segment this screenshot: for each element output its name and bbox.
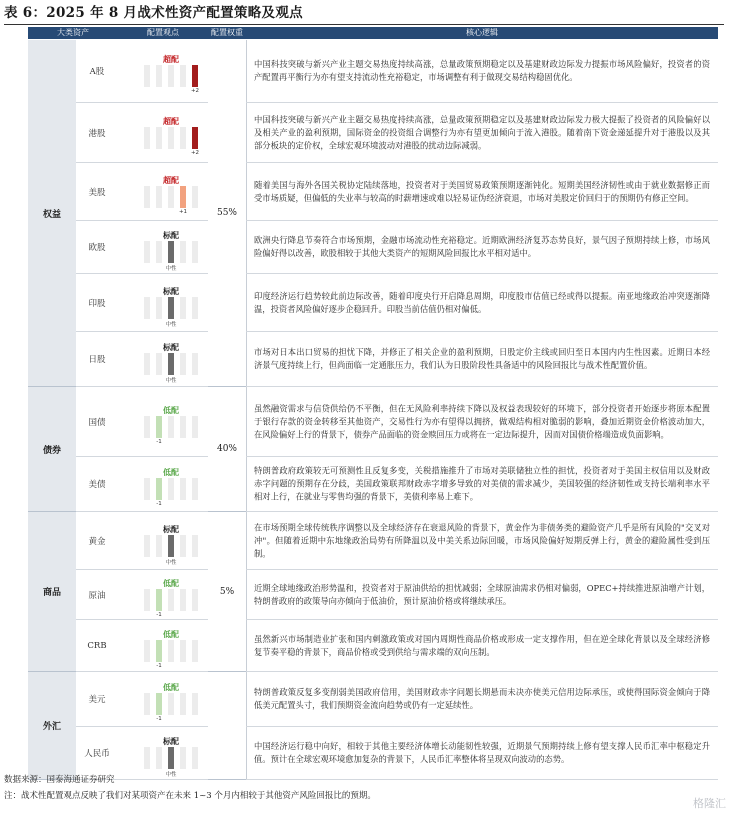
asset-name: A股 bbox=[76, 40, 118, 103]
view-bar bbox=[192, 297, 198, 319]
view-bar bbox=[192, 416, 198, 438]
header-view: 配置观点 bbox=[118, 27, 208, 39]
view-bar bbox=[144, 353, 150, 375]
view-scale-label: +2 bbox=[190, 88, 200, 94]
asset-name: 欧股 bbox=[76, 221, 118, 274]
view-scale-label: -1 bbox=[156, 612, 162, 618]
view-cell bbox=[118, 620, 208, 672]
asset-name: 美股 bbox=[76, 163, 118, 221]
view-cell bbox=[118, 672, 208, 727]
view-scale-label: -1 bbox=[156, 501, 162, 507]
view-bar bbox=[144, 127, 150, 149]
logic-text: 市场对日本出口贸易的担忧下降，并修正了相关企业的盈利预期，日股定价主线或回归至日本国内内生性因素。近期日本经济景气度持续上行，但尚面临一定通胀压力，我们认为日股阶段性具备适中的风险回报比与战术性配置价值。 bbox=[254, 347, 710, 370]
weight-value: 55% bbox=[216, 208, 237, 218]
logic-text: 在市场预期全球传统秩序调整以及全球经济存在衰退风险的背景下，黄金作为非债务类的避险资产几乎是所有风险的"交叉对冲"。但随着近期中东地缘政治局势有所降温以及中美关系边际回暖，市场风险偏好短期反弹上行，黄金的避险属性受到压制。 bbox=[254, 522, 710, 558]
view-bar bbox=[180, 416, 186, 438]
view-cell bbox=[118, 40, 208, 103]
view-bar-chart bbox=[140, 241, 202, 272]
logic-text: 随着美国与海外各国关税协定陆续落地，投资者对于美国贸易政策预期逐渐钝化。短期美国经济韧性或由于就业数据修正而受市场质疑，但偏低的失业率与较高的时薪增速或难以轻易证伪经济衰退，市场对美股定价回归于的预期仍有修正空间。 bbox=[254, 179, 710, 203]
view-bar bbox=[192, 127, 198, 149]
view-bar bbox=[168, 693, 174, 715]
view-bar bbox=[168, 478, 174, 500]
view-bar bbox=[144, 416, 150, 438]
view-bar bbox=[180, 353, 186, 375]
view-bar bbox=[168, 127, 174, 149]
view-bar bbox=[192, 65, 198, 87]
view-bar bbox=[144, 640, 150, 662]
category-label: 权益 bbox=[42, 209, 61, 220]
view-cell bbox=[118, 221, 208, 274]
view-bar bbox=[156, 416, 162, 438]
view-cell bbox=[118, 570, 208, 620]
weight-cell bbox=[208, 672, 247, 780]
view-bar bbox=[168, 297, 174, 319]
logic-text: 特朗普政策反复多变削弱美国政府信用，美国财政赤字问题长期悬而未决亦使美元信用边际承压，或使得国际资金倾向于降低美元配置头寸，我们预期资金流向趋势或仍有一定延续性。 bbox=[254, 687, 710, 710]
view-scale-label: 中性 bbox=[165, 772, 177, 778]
view-bar bbox=[180, 693, 186, 715]
logic-text: 中国经济运行稳中向好，相较于其他主要经济体增长动能韧性较强，近期景气预期持续上修有望支撑人民币汇率中枢稳定升值。预计在全球宏观环境愈加复杂的背景下，人民币汇率整体将呈现双向波动的态势。 bbox=[254, 741, 710, 764]
logic-cell bbox=[246, 570, 718, 620]
view-bar bbox=[144, 297, 150, 319]
logic-text: 欧洲央行降息节奏符合市场预期，金融市场流动性充裕稳定。近期欧洲经济复苏态势良好，景气因子预期持续上修，市场风险偏好得以改善，欧股相较于其他大类资产的短期风险回报比水平相对适中。 bbox=[254, 235, 710, 258]
logic-cell bbox=[246, 672, 718, 727]
view-bar bbox=[180, 297, 186, 319]
logic-text: 特朗普政府政策较无可预测性且反复多变，关税措施推升了市场对美联储独立性的担忧，投资者对于美国主权信用以及财政赤字问题的预期存在分歧，美国政策联邦财政赤字增多导致的对美债的需求减少，美国较强的经济韧性或支持长端利率水平相对上行，在就业与零售均强的背景下，美债利率易上难下。 bbox=[254, 465, 710, 502]
view-cell bbox=[118, 163, 208, 221]
logic-cell bbox=[246, 387, 718, 457]
view-bar bbox=[180, 589, 186, 611]
logic-text: 中国科技突破与新兴产业主题交易热度持续高涨，总量政策预期稳定以及基建财政边际发力极大提振了投资者的风险偏好以及相关产业的盈利预期，国际资金的投资组合调整行为亦有望更加倾向于流入港股。随着南下资金递延提升对于港股以及其部分板块的定价权，全球宏观环境波动对港股的扰动边际减弱。 bbox=[254, 114, 710, 150]
header-category: 大类资产 bbox=[28, 27, 118, 39]
logic-cell bbox=[246, 332, 718, 387]
view-bar bbox=[168, 589, 174, 611]
logic-text: 中国科技突破与新兴产业主题交易热度持续高涨，总量政策预期稳定以及基建财政边际发力提振市场风险偏好，投资者的资产配置再平衡行为亦有望支持流动性充裕稳定，市场调整有利于做现交易结构稳固优化。 bbox=[254, 59, 710, 82]
view-bar bbox=[192, 186, 198, 208]
view-bar-chart bbox=[140, 589, 202, 618]
view-bar bbox=[144, 241, 150, 263]
view-scale-label: 中性 bbox=[165, 322, 177, 328]
asset-name: CRB bbox=[76, 620, 118, 672]
view-bar bbox=[144, 693, 150, 715]
weight-value: 5% bbox=[219, 586, 235, 597]
footnote: 注：战术性配置观点反映了我们对某项资产在未来 1~3 个月内相较于其他资产风险回报比的预期。 bbox=[4, 791, 376, 801]
view-label: 标配 bbox=[163, 737, 179, 746]
view-bar-chart bbox=[140, 353, 202, 384]
asset-name: 美元 bbox=[76, 672, 118, 727]
view-bar bbox=[156, 65, 162, 87]
view-cell bbox=[118, 274, 208, 332]
category-label: 商品 bbox=[42, 588, 61, 598]
view-label: 标配 bbox=[163, 287, 179, 296]
view-scale-label: -1 bbox=[156, 716, 162, 722]
watermark: 格隆汇 bbox=[693, 797, 726, 810]
view-bar-chart bbox=[140, 535, 202, 566]
view-bar bbox=[168, 186, 174, 208]
view-bar bbox=[144, 535, 150, 557]
asset-name: 印股 bbox=[76, 274, 118, 332]
view-bar bbox=[156, 186, 162, 208]
view-scale-label: +1 bbox=[178, 209, 188, 215]
category-cell bbox=[28, 672, 76, 780]
view-bar-chart bbox=[140, 127, 202, 156]
view-bar-chart bbox=[140, 186, 202, 215]
view-bar bbox=[180, 241, 186, 263]
source-note: 数据来源：国泰海通证券研究 bbox=[4, 775, 115, 785]
view-bar bbox=[192, 535, 198, 557]
view-label: 低配 bbox=[163, 406, 179, 415]
asset-name: 日股 bbox=[76, 332, 118, 387]
view-bar bbox=[168, 640, 174, 662]
category-cell bbox=[28, 387, 76, 512]
view-bar bbox=[168, 747, 174, 769]
logic-text: 虽然新兴市场制造业扩张和国内刺激政策或对国内周期性商品价格或形成一定支撑作用，但在逆全球化背景以及全球经济修复节奏平稳的背景下，商品价格或受到供给与需求端的双向压制。 bbox=[254, 633, 710, 657]
view-bar bbox=[192, 640, 198, 662]
logic-cell bbox=[246, 727, 718, 780]
view-bar bbox=[168, 535, 174, 557]
view-bar-chart bbox=[140, 65, 202, 94]
view-bar bbox=[180, 478, 186, 500]
logic-text: 近期全球地缘政治形势温和，投资者对于原油供给的担忧减弱；全球原油需求仍相对偏弱，OPEC+持续推进原油增产计划，特朗普政府的政策导向亦倾向于低油价，预计原油价格或将继续承压。 bbox=[254, 582, 710, 606]
category-label: 债券 bbox=[42, 445, 61, 456]
view-bar-chart bbox=[140, 693, 202, 722]
view-bar bbox=[156, 693, 162, 715]
table-title: 表 6：2025 年 8 月战术性资产配置策略及观点 bbox=[4, 4, 724, 25]
view-bar bbox=[168, 416, 174, 438]
view-bar bbox=[180, 127, 186, 149]
view-bar bbox=[144, 589, 150, 611]
header-logic: 核心逻辑 bbox=[246, 27, 718, 39]
view-cell bbox=[118, 387, 208, 457]
weight-cell bbox=[208, 387, 247, 512]
view-bar bbox=[192, 693, 198, 715]
asset-name: 人民币 bbox=[76, 727, 118, 780]
weight-value: 40% bbox=[216, 444, 237, 454]
view-bar bbox=[180, 65, 186, 87]
view-label: 超配 bbox=[163, 176, 179, 185]
view-scale-label: 中性 bbox=[165, 266, 177, 272]
logic-cell bbox=[246, 457, 718, 512]
logic-cell bbox=[246, 274, 718, 332]
category-label: 外汇 bbox=[42, 722, 61, 732]
view-label: 低配 bbox=[163, 630, 179, 639]
asset-name: 黄金 bbox=[76, 512, 118, 570]
view-label: 超配 bbox=[163, 117, 179, 126]
logic-cell bbox=[246, 512, 718, 570]
view-bar bbox=[156, 589, 162, 611]
view-label: 低配 bbox=[163, 468, 179, 477]
allocation-table bbox=[28, 27, 725, 778]
view-scale-label: -1 bbox=[156, 663, 162, 669]
view-bar bbox=[192, 747, 198, 769]
view-scale-label: -1 bbox=[156, 439, 162, 445]
view-cell bbox=[118, 727, 208, 780]
view-bar bbox=[156, 478, 162, 500]
view-label: 低配 bbox=[163, 579, 179, 588]
view-cell bbox=[118, 332, 208, 387]
view-bar bbox=[180, 186, 186, 208]
view-bar bbox=[156, 747, 162, 769]
logic-cell bbox=[246, 40, 718, 103]
view-bar-chart bbox=[140, 297, 202, 328]
view-label: 标配 bbox=[163, 343, 179, 352]
weight-cell bbox=[208, 512, 247, 672]
view-bar bbox=[144, 478, 150, 500]
view-bar bbox=[192, 589, 198, 611]
logic-cell bbox=[246, 103, 718, 163]
view-cell bbox=[118, 457, 208, 512]
logic-text: 印度经济运行趋势较此前边际改善，随着印度央行开启降息周期，印度股市估值已经或得以提振。南亚地缘政治冲突逐渐降温，投资者风险偏好逐步企稳回升。印股当前估值仍相对偏低。 bbox=[254, 290, 710, 314]
view-bar bbox=[156, 353, 162, 375]
logic-cell bbox=[246, 620, 718, 672]
view-scale-label: 中性 bbox=[165, 378, 177, 384]
view-scale-label: 中性 bbox=[165, 560, 177, 566]
view-bar bbox=[192, 353, 198, 375]
view-bar-chart bbox=[140, 478, 202, 507]
view-label: 标配 bbox=[163, 525, 179, 534]
view-bar bbox=[168, 241, 174, 263]
asset-name: 原油 bbox=[76, 570, 118, 620]
header-weight: 配置权重 bbox=[208, 27, 246, 39]
view-bar bbox=[180, 535, 186, 557]
view-bar bbox=[144, 65, 150, 87]
view-label: 超配 bbox=[163, 55, 179, 64]
asset-name: 美债 bbox=[76, 457, 118, 512]
view-bar-chart bbox=[140, 416, 202, 445]
view-bar bbox=[168, 353, 174, 375]
view-cell bbox=[118, 103, 208, 163]
view-label: 标配 bbox=[163, 231, 179, 240]
view-bar bbox=[156, 241, 162, 263]
view-bar bbox=[156, 535, 162, 557]
view-bar bbox=[168, 65, 174, 87]
logic-text: 虽然融资需求与信贷供给仍不平衡，但在无风险利率持续下降以及权益表现较好的环境下，部分投资者开始逐步将原本配置于银行存款的资金转移至其他资产，交易性行为亦有望得以拥挤，做观结构相对脆弱的影响，叠加近期资金价格波动加大，在风险偏好上行的背景下，债券产品面临的资金赎回压力或将在一定边际提升，因而对国债价格端造成负面影响。 bbox=[254, 403, 710, 439]
asset-name: 港股 bbox=[76, 103, 118, 163]
view-scale-label: +2 bbox=[190, 150, 200, 156]
asset-name: 国债 bbox=[76, 387, 118, 457]
category-cell bbox=[28, 40, 76, 387]
view-cell bbox=[118, 512, 208, 570]
view-label: 低配 bbox=[163, 683, 179, 692]
category-cell bbox=[28, 512, 76, 672]
view-bar bbox=[156, 127, 162, 149]
view-bar-chart bbox=[140, 640, 202, 669]
view-bar bbox=[144, 747, 150, 769]
view-bar bbox=[180, 640, 186, 662]
view-bar bbox=[156, 640, 162, 662]
view-bar bbox=[180, 747, 186, 769]
view-bar bbox=[192, 241, 198, 263]
logic-cell bbox=[246, 221, 718, 274]
view-bar-chart bbox=[140, 747, 202, 778]
logic-cell bbox=[246, 163, 718, 221]
view-bar bbox=[156, 297, 162, 319]
weight-cell bbox=[208, 40, 247, 387]
view-bar bbox=[144, 186, 150, 208]
view-bar bbox=[192, 478, 198, 500]
